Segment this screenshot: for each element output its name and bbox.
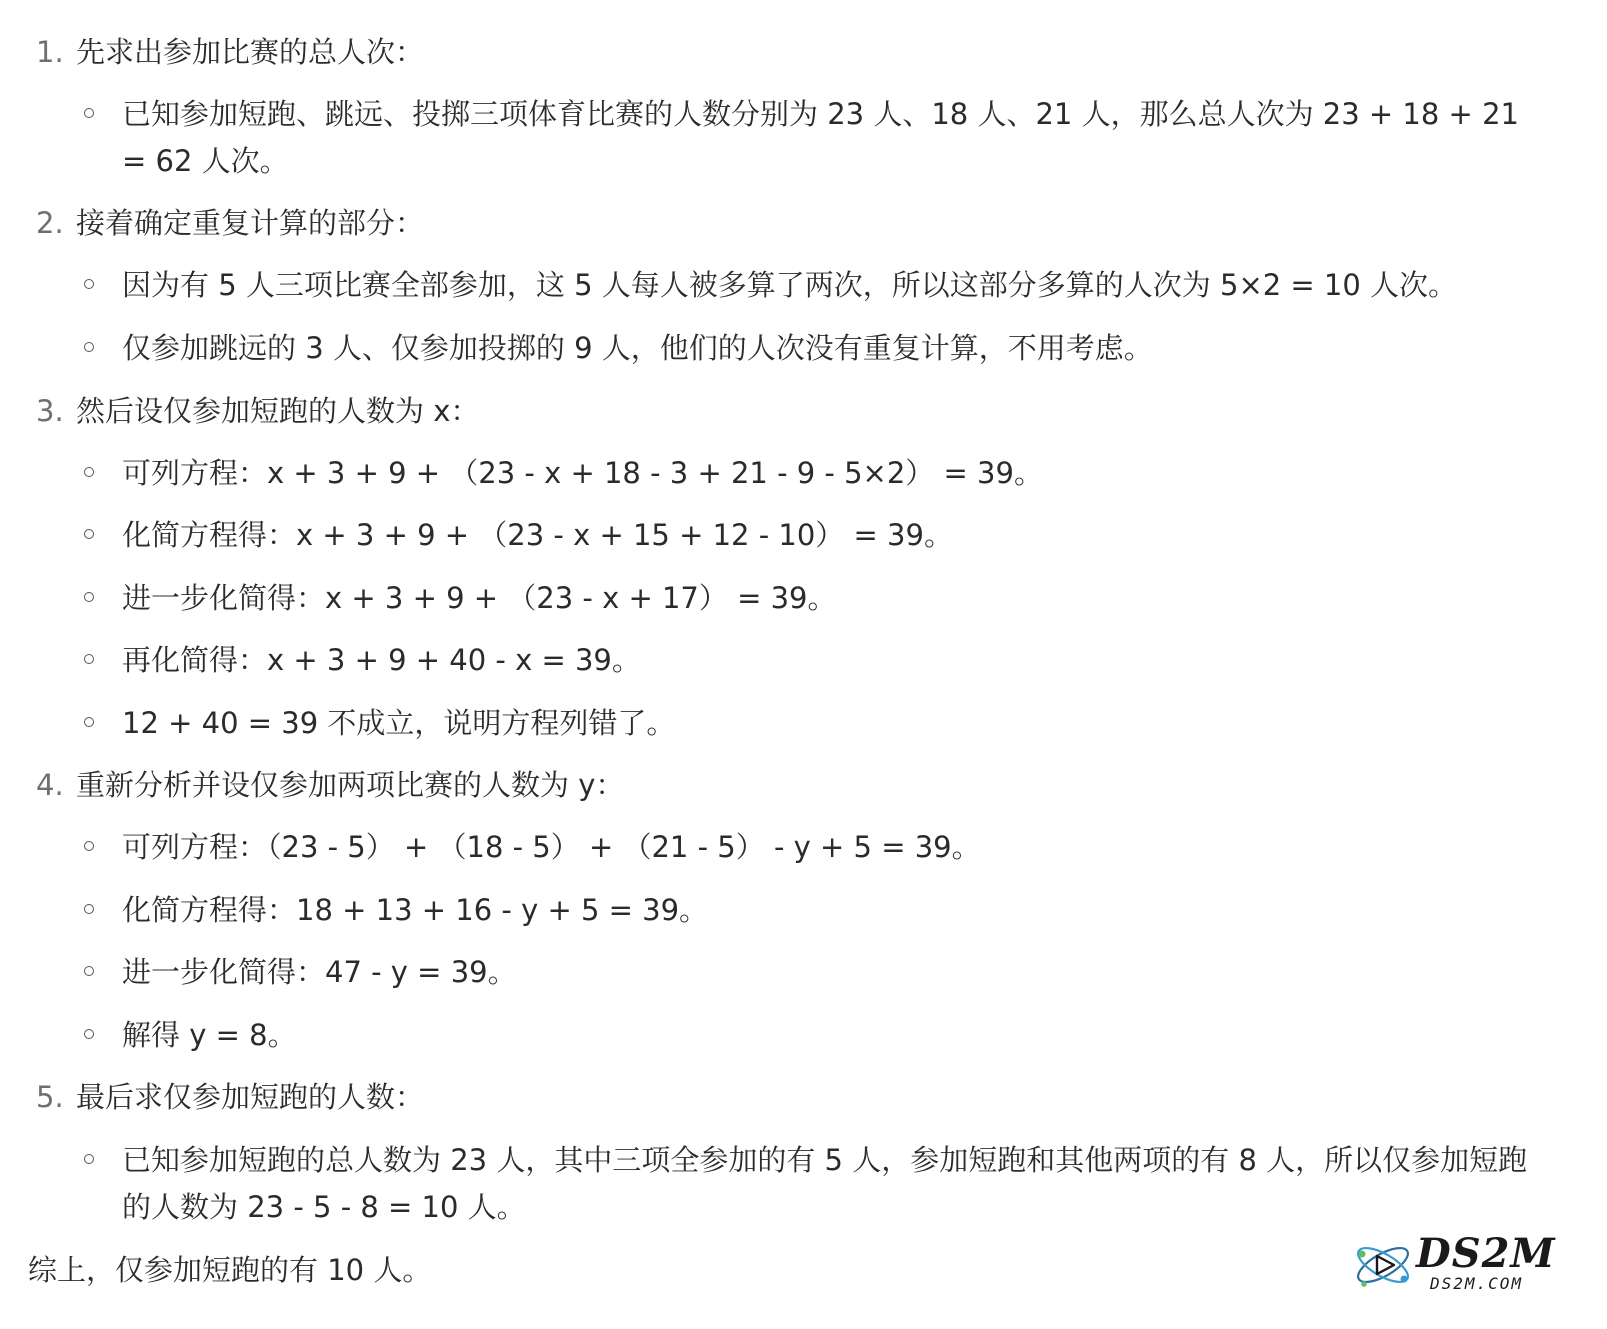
list-item [84, 887, 1534, 934]
step-5 [36, 1074, 1566, 1120]
list-item-text: 化简方程得：18 + 13 + 16 - y + 5 = 39。 [122, 893, 709, 927]
hollow-bullet-icon [84, 717, 94, 727]
step-4 [36, 762, 1566, 808]
hollow-bullet-icon [84, 1154, 94, 1164]
step-number: 5. [36, 1080, 64, 1114]
list-item-text: 已知参加短跑、跳远、投掷三项体育比赛的人数分别为 23 人、18 人、21 人，那么总人次为 23 + 18 + 21 = 62 人次。 [122, 97, 1519, 178]
step-1 [36, 29, 1566, 75]
list-item-text: 12 + 40 = 39 不成立，说明方程列错了。 [122, 706, 676, 740]
list-item [84, 450, 1534, 497]
watermark-logo [1350, 1228, 1560, 1306]
list-item-text: 因为有 5 人三项比赛全部参加，这 5 人每人被多算了两次，所以这部分多算的人次为 5×2 = 10 人次。 [122, 268, 1458, 302]
step-title: 然后设仅参加短跑的人数为 x： [76, 394, 480, 428]
list-item [84, 325, 1534, 372]
hollow-bullet-icon [84, 841, 94, 851]
list-item [84, 637, 1534, 684]
list-item [84, 1137, 1534, 1231]
list-item-text: 化简方程得：x + 3 + 9 + （23 - x + 15 + 12 - 10） = 39。 [122, 518, 953, 552]
watermark-brand: DS2M [1416, 1230, 1556, 1277]
step-title: 先求出参加比赛的总人次： [76, 35, 425, 69]
step-title: 重新分析并设仅参加两项比赛的人数为 y： [76, 768, 625, 802]
hollow-bullet-icon [84, 904, 94, 914]
list-item [84, 512, 1534, 559]
step-number: 4. [36, 768, 64, 802]
watermark-domain: DS2M.COM [1430, 1274, 1524, 1293]
step-number: 2. [36, 206, 64, 240]
list-item [84, 700, 1534, 747]
list-item-text: 可列方程：x + 3 + 9 + （23 - x + 18 - 3 + 21 - 9 - 5×2） = 39。 [122, 456, 1043, 490]
list-item [84, 824, 1534, 871]
step-3 [36, 388, 1566, 434]
list-item-text: 再化简得：x + 3 + 9 + 40 - x = 39。 [122, 643, 641, 677]
step-number: 3. [36, 394, 64, 428]
hollow-bullet-icon [84, 342, 94, 352]
list-item-text: 可列方程：（23 - 5） + （18 - 5） + （21 - 5） - y + 5 = 39。 [122, 830, 981, 864]
hollow-bullet-icon [84, 966, 94, 976]
list-item [84, 1012, 1534, 1059]
hollow-bullet-icon [84, 592, 94, 602]
list-item-text: 已知参加短跑的总人数为 23 人，其中三项全参加的有 5 人，参加短跑和其他两项的有 8 人，所以仅参加短跑的人数为 23 - 5 - 8 = 10 人。 [122, 1143, 1528, 1224]
list-item [84, 949, 1534, 996]
step-title: 最后求仅参加短跑的人数： [76, 1080, 425, 1114]
hollow-bullet-icon [84, 1029, 94, 1039]
list-item [84, 575, 1534, 622]
list-item-text: 进一步化简得：x + 3 + 9 + （23 - x + 17） = 39。 [122, 581, 837, 615]
list-item [84, 262, 1534, 309]
hollow-bullet-icon [84, 108, 94, 118]
step-2 [36, 200, 1566, 246]
hollow-bullet-icon [84, 529, 94, 539]
hollow-bullet-icon [84, 467, 94, 477]
step-number: 1. [36, 35, 64, 69]
hollow-bullet-icon [84, 279, 94, 289]
conclusion-text: 综上，仅参加短跑的有 10 人。 [28, 1253, 432, 1287]
list-item [84, 91, 1534, 185]
atom-logo-icon [1350, 1232, 1416, 1298]
hollow-bullet-icon [84, 654, 94, 664]
step-title: 接着确定重复计算的部分： [76, 206, 425, 240]
list-item-text: 解得 y = 8。 [122, 1018, 297, 1052]
list-item-text: 进一步化简得：47 - y = 39。 [122, 955, 517, 989]
list-item-text: 仅参加跳远的 3 人、仅参加投掷的 9 人，他们的人次没有重复计算，不用考虑。 [122, 331, 1153, 365]
